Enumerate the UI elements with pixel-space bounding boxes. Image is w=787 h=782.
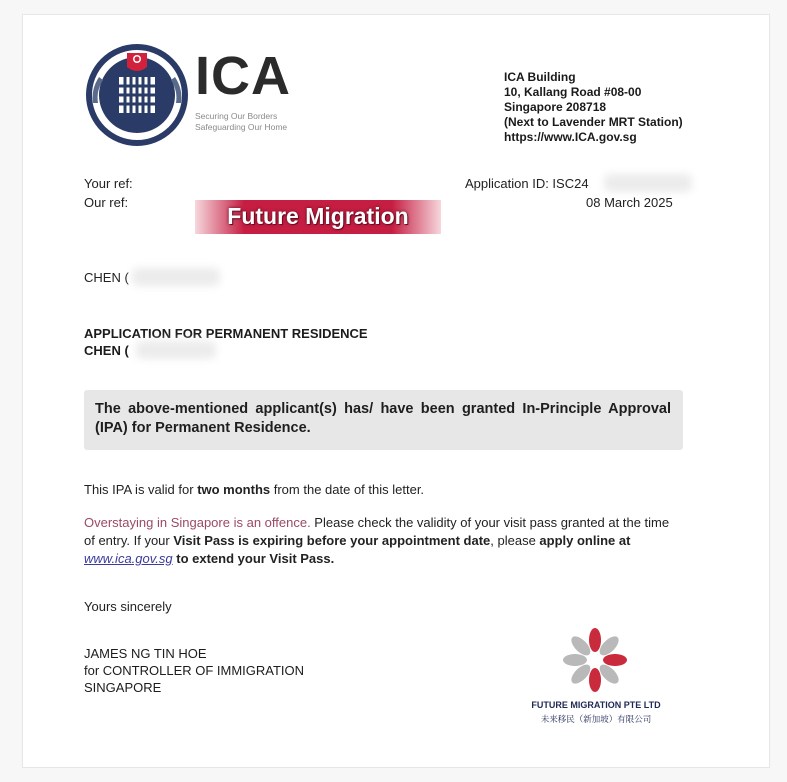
- approval-notice: [84, 390, 683, 450]
- recipient-name: CHEN (: [84, 270, 129, 285]
- redaction-blur: [136, 341, 216, 359]
- signature-block: [84, 645, 304, 696]
- overstay-warning: Overstaying in Singapore is an offence.: [84, 515, 311, 530]
- application-id: Application ID: ISC24: [465, 176, 589, 191]
- signatory-title: for CONTROLLER OF IMMIGRATION: [84, 663, 305, 678]
- visit-pass-paragraph: Overstaying in Singapore is an offence. Please check the validity of your visit pass granted at the time of entry. If your Visit Pass is expiring before your appointment date, please apply online at www.ica.gov.sg to extend your Visit Pass.: [84, 515, 670, 566]
- ica-logo: [85, 43, 315, 163]
- address-line: ICA Building: [504, 70, 576, 84]
- redaction-blur: [604, 174, 692, 192]
- letter-date: 08 March 2025: [586, 195, 673, 210]
- future-migration-logo-icon: [560, 625, 630, 695]
- ica-address: [504, 70, 683, 145]
- address-line: (Next to Lavender MRT Station): [504, 115, 683, 129]
- watermark-text: Future Migration: [227, 203, 409, 229]
- future-migration-company-name: FUTURE MIGRATION PTE LTD: [531, 700, 661, 710]
- address-line: 10, Kallang Road #08-00: [504, 85, 642, 99]
- subject-title: APPLICATION FOR PERMANENT RESIDENCE: [84, 326, 368, 341]
- validity-paragraph: This IPA is valid for two months from the date of this letter.: [84, 482, 425, 497]
- signatory-country: SINGAPORE: [84, 680, 162, 695]
- subject-name: CHEN (: [84, 343, 129, 358]
- future-migration-chinese-name: 未来移民（新加坡）有限公司: [540, 714, 652, 724]
- ica-wordmark: ICA: [195, 46, 291, 106]
- our-ref-label: Our ref:: [84, 195, 129, 210]
- ica-crest-icon: [85, 43, 189, 147]
- approval-text: The above-mentioned applicant(s) has/ have been granted In-Principle Approval (IPA) for Permanent Residence.: [95, 401, 671, 436]
- ica-tagline: Securing Our Borders Safeguarding Our Home: [195, 111, 288, 132]
- subject-block: [84, 325, 368, 359]
- future-migration-watermark: [195, 200, 441, 234]
- redaction-blur: [132, 268, 220, 286]
- signatory-name: JAMES NG TIN HOE: [84, 646, 207, 661]
- closing: Yours sincerely: [84, 599, 172, 614]
- your-ref-label: Your ref:: [84, 176, 133, 191]
- address-line: https://www.ICA.gov.sg: [504, 130, 637, 144]
- address-line: Singapore 208718: [504, 100, 607, 114]
- ica-website-link[interactable]: www.ica.gov.sg: [84, 551, 173, 566]
